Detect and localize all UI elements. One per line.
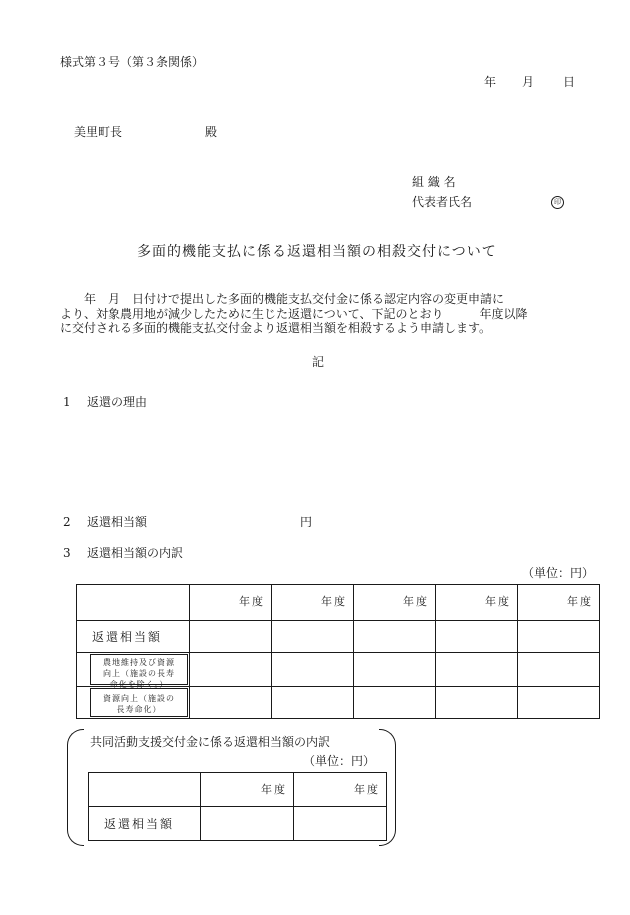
sub-row-text: 資源向上（施設の bbox=[103, 694, 175, 703]
table-cell bbox=[294, 807, 387, 841]
table-cell bbox=[518, 653, 600, 687]
table-cell bbox=[354, 687, 436, 719]
sub-row-text: 農地維持及び資源 bbox=[103, 658, 175, 667]
table-cell bbox=[190, 621, 272, 653]
table-cell bbox=[436, 687, 518, 719]
table1-unit: （単位：円） bbox=[522, 566, 595, 580]
table-cell bbox=[354, 653, 436, 687]
sub-row-label-farmland bbox=[90, 654, 188, 689]
joint-activity-table bbox=[88, 772, 387, 841]
section3-number: 3 bbox=[63, 546, 71, 560]
section1-label: 返還の理由 bbox=[87, 395, 148, 409]
representative-label: 代表者氏名 bbox=[412, 195, 473, 209]
table-cell bbox=[436, 653, 518, 687]
sub-row-text: 長寿命化） bbox=[116, 705, 162, 714]
row-label-refund-amount: 返還相当額 bbox=[89, 807, 201, 841]
body-line: に交付される多面的機能支払交付金より返還相当額を相殺するよう申請します。 bbox=[60, 321, 492, 335]
date-month: 月 bbox=[522, 75, 535, 89]
body-paragraph bbox=[60, 292, 580, 336]
year-header: 年度 bbox=[272, 585, 354, 621]
table-cell bbox=[518, 687, 600, 719]
breakdown-table bbox=[76, 584, 600, 719]
row-label-refund-amount: 返還相当額 bbox=[77, 621, 190, 653]
date-year: 年 bbox=[484, 75, 497, 89]
year-header: 年度 bbox=[190, 585, 272, 621]
section2-number: 2 bbox=[63, 515, 71, 529]
sub-row-text: 向上（施設の長寿 bbox=[103, 669, 175, 678]
section3-label: 返還相当額の内訳 bbox=[87, 546, 184, 560]
table-cell bbox=[190, 653, 272, 687]
table2-caption: 共同活動支援交付金に係る返還相当額の内訳 bbox=[90, 735, 331, 749]
sub-row-label-resource bbox=[90, 688, 188, 717]
sub-row-text: 命化を除く。） bbox=[109, 680, 169, 689]
ki-label: 記 bbox=[312, 355, 325, 369]
sub-row-label-cell bbox=[77, 687, 190, 719]
table-cell bbox=[190, 687, 272, 719]
year-header: 年度 bbox=[201, 773, 294, 807]
table2-unit: （単位：円） bbox=[303, 754, 376, 768]
year-header: 年度 bbox=[354, 585, 436, 621]
date-day: 日 bbox=[563, 75, 576, 89]
table-cell bbox=[272, 687, 354, 719]
table-cell bbox=[354, 621, 436, 653]
body-line: より、対象農用地が減少したために生じた返還について、下記のとおり 年度以降 bbox=[60, 306, 528, 321]
seal-mark: 印 bbox=[551, 196, 564, 209]
table-cell bbox=[518, 621, 600, 653]
addressee-honorific: 殿 bbox=[205, 125, 218, 139]
table-cell bbox=[272, 621, 354, 653]
table-header-blank bbox=[77, 585, 190, 621]
addressee-name: 美里町長 bbox=[74, 125, 123, 139]
year-header: 年度 bbox=[436, 585, 518, 621]
organization-label: 組 織 名 bbox=[412, 175, 456, 189]
table-cell bbox=[436, 621, 518, 653]
section2-label: 返還相当額 bbox=[87, 515, 148, 529]
sub-row-label-cell bbox=[77, 653, 190, 687]
table-header-blank bbox=[89, 773, 201, 807]
year-header: 年度 bbox=[294, 773, 387, 807]
document-title: 多面的機能支払に係る返還相当額の相殺交付について bbox=[137, 244, 497, 260]
section1-number: 1 bbox=[63, 395, 71, 409]
year-header: 年度 bbox=[518, 585, 600, 621]
body-line: 年 月 日付けで提出した多面的機能支払交付金に係る認定内容の変更申請に bbox=[60, 292, 505, 306]
section2-unit: 円 bbox=[300, 515, 313, 529]
table-cell bbox=[201, 807, 294, 841]
table-cell bbox=[272, 653, 354, 687]
left-bracket bbox=[67, 729, 84, 846]
form-number: 様式第３号（第３条関係） bbox=[60, 55, 205, 69]
